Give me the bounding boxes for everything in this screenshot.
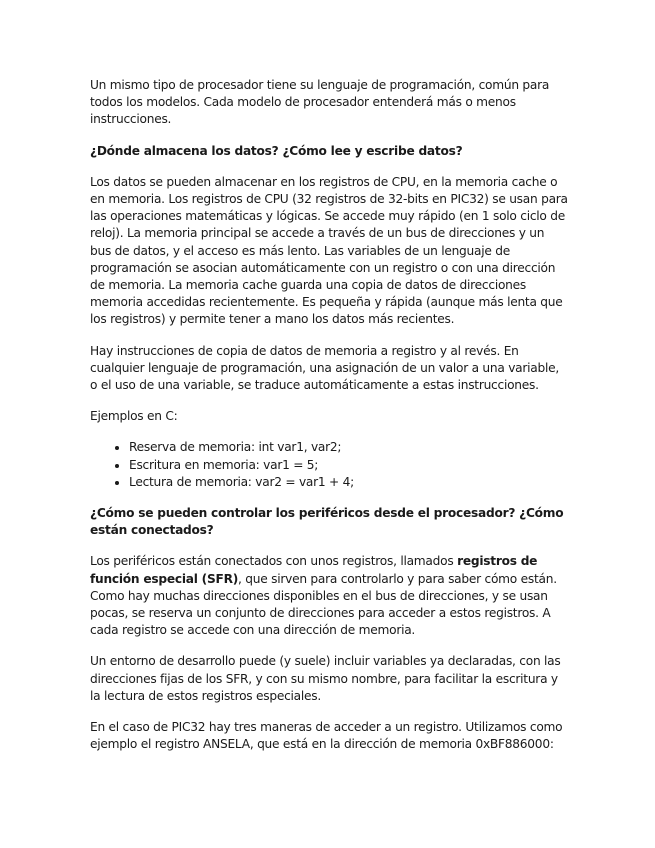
list-item: • Escritura en memoria: var1 = 5; bbox=[129, 457, 568, 474]
sfr-text-start: Los periféricos están conectados con unos registros, llamados bbox=[90, 554, 458, 569]
sfr-term: registros de función especial (SFR) bbox=[90, 554, 538, 586]
heading-peripherals: ¿Cómo se pueden controlar los periféricos desde el procesador? ¿Cómo están conectados? bbox=[90, 506, 564, 538]
data-storage-paragraph: Los datos se pueden almacenar en los registros de CPU, en la memoria cache o en memoria. Los registros de CPU (32 registros de 32-bits en PIC32) se usan para las operaciones matemáticas y lógicas. Se accede muy rápido (en 1 solo ciclo de reloj). La memoria principal se accede a través de un bus de direcciones y un bus de datos, y el acceso es más lento. Las variables de un lenguaje de programación se asocian automáticamente con un registro o con una dirección de memoria. La memoria cache guarda una copia de datos de direcciones memoria accedidas recientemente. Es pequeña y rápida (aunque más lenta que los registros) y permite tener a mano los datos más recientes. bbox=[90, 174, 568, 327]
sfr-text-end: , que sirven para controlarlo y para saber cómo están. Como hay muchas direcciones disponibles en el bus de direcciones, y se usan pocas, se reserva un conjunto de direcciones para acceder a estos registros. A cada registro se accede con una dirección de memoria. bbox=[90, 571, 557, 638]
heading-data-storage: ¿Dónde almacena los datos? ¿Cómo lee y escribe datos? bbox=[90, 143, 463, 158]
pic32-paragraph: En el caso de PIC32 hay tres maneras de acceder a un registro. Utilizamos como ejemplo el registro ANSELA, que está en la dirección de memoria 0xBF886000: bbox=[90, 720, 563, 752]
sfr-paragraph bbox=[90, 553, 568, 639]
document-page bbox=[90, 77, 568, 768]
intro-paragraph: Un mismo tipo de procesador tiene su lenguaje de programación, común para todos los modelos. Cada modelo de procesador entenderá más o menos instrucciones. bbox=[90, 78, 550, 127]
dev-environment-paragraph: Un entorno de desarrollo puede (y suele) incluir variables ya declaradas, con las direcciones fijas de los SFR, y con su mismo nombre, para facilitar la escritura y la lectura de estos registros especiales. bbox=[90, 654, 561, 703]
copy-instructions-paragraph: Hay instrucciones de copia de datos de memoria a registro y al revés. En cualquier lenguaje de programación, una asignación de un valor a una variable, o el uso de una variable, se traduce automáticamente a estas instrucciones. bbox=[90, 343, 559, 393]
list-item: • Lectura de memoria: var2 = var1 + 4; bbox=[129, 474, 568, 491]
examples-label: Ejemplos en C: bbox=[90, 409, 178, 424]
list-item: • Reserva de memoria: int var1, var2; bbox=[129, 439, 568, 456]
examples-list bbox=[90, 439, 568, 491]
